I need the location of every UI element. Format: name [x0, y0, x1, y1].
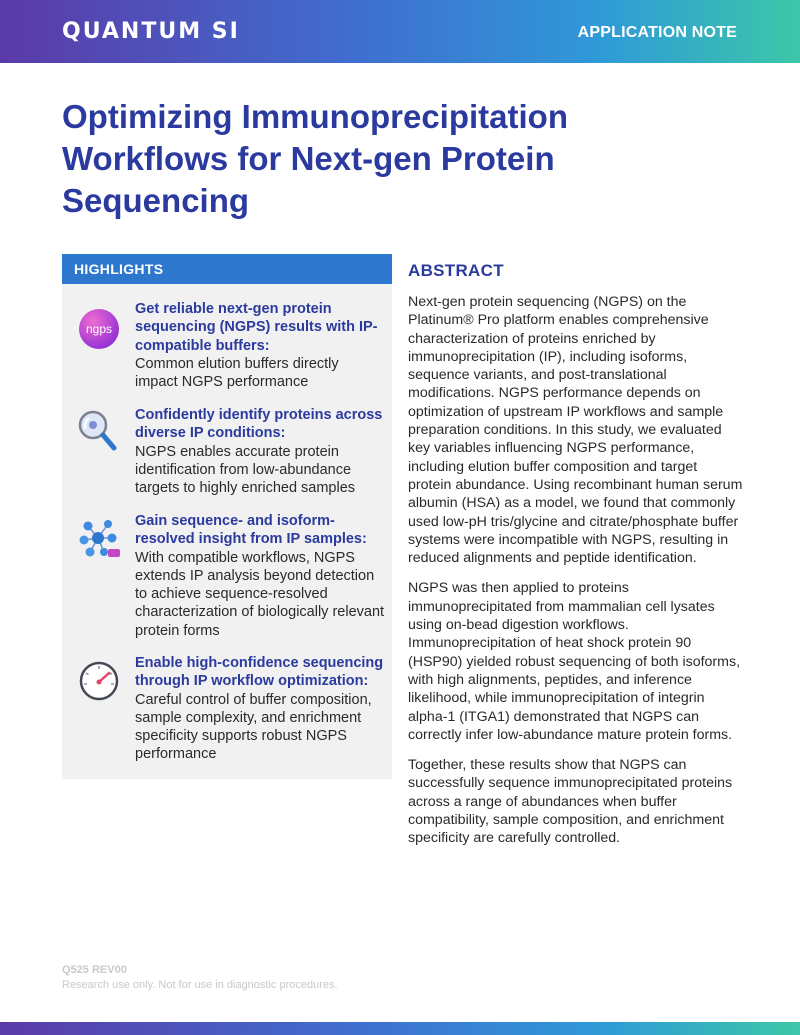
- highlights-heading: HIGHLIGHTS: [62, 254, 392, 284]
- highlight-body: NGPS enables accurate protein identification from low-abundance targets to highly enriched samples: [135, 443, 356, 497]
- highlight-title: Confidently identify proteins across diverse IP conditions:: [135, 407, 383, 442]
- abstract-paragraph: Together, these results show that NGPS can successfully sequence immunoprecipitated proteins across a range of abundances when buffer compatibility, sample composition, and enrichment specificity are carefully controlled.: [408, 757, 733, 847]
- footer-bar: [0, 1022, 800, 1035]
- ngps-badge-icon: [78, 308, 120, 350]
- disclaimer-note: Research use only. Not for use in diagnostic procedures.: [62, 979, 338, 991]
- highlight-body: With compatible workflows, NGPS extends IP analysis beyond detection to achieve sequence-resolved characterization of biologically relevant protein forms: [135, 549, 385, 639]
- highlight-text: [135, 300, 385, 391]
- abstract-body: [408, 293, 743, 860]
- magnifier-icon: [78, 408, 120, 450]
- document-code: Q525 REV00: [62, 964, 127, 976]
- highlights-panel: [62, 254, 392, 779]
- highlight-text: [135, 406, 385, 497]
- ngps-badge-text: ngps: [85, 322, 113, 336]
- molecule-icon: [78, 518, 120, 560]
- highlight-title: Get reliable next-gen protein sequencing (NGPS) results with IP-compatible buffers:: [135, 301, 378, 354]
- highlight-title: Gain sequence- and isoform-resolved insight from IP samples:: [135, 513, 367, 548]
- highlight-text: [135, 512, 385, 640]
- header-bar: [0, 0, 800, 63]
- gauge-icon: [78, 660, 120, 702]
- highlight-text: [135, 654, 385, 764]
- abstract-heading: ABSTRACT: [408, 261, 504, 280]
- highlight-body: Common elution buffers directly impact NGPS performance: [135, 355, 339, 391]
- document-type-label: APPLICATION NOTE: [577, 24, 737, 41]
- page-title: Optimizing Immunoprecipitation Workflows for Next-gen Protein Sequencing: [62, 98, 568, 219]
- highlight-title: Enable high-confidence sequencing through IP workflow optimization:: [135, 655, 384, 690]
- company-logo: QUANTUM SI: [62, 19, 240, 44]
- abstract-paragraph: Next-gen protein sequencing (NGPS) on the Platinum® Pro platform enables comprehensive characterization of proteins enriched by immunoprecipitation (IP), including isoforms, sequence variants, and post-translational modifications. NGPS performance depends on optimization of upstream IP workflows and sample preparation conditions. In this study, we evaluated key variables influencing NGPS performance, including elution buffer composition and target protein abundance. Using recombinant human serum albumin (HSA) as a model, we found that commonly used low-pH tris/glycine and citrate/phosphate buffer systems were incompatible with NGPS, resulting in reduced alignments and peptide identification.: [408, 294, 743, 567]
- abstract-paragraph: NGPS was then applied to proteins immunoprecipitated from mammalian cell lysates using on-bead digestion workflows. Immunoprecipitation of heat shock protein 90 (HSP90) yielded robust sequencing of both isoforms, with high alignments, peptides, and inference likelihood, while immunoprecipitation of integrin alpha-1 (ITGA1) demonstrated that NGPS can correctly infer low-abundance mature protein forms.: [408, 580, 741, 743]
- highlight-body: Careful control of buffer composition, sample complexity, and enrichment specificity supports robust NGPS performance: [135, 691, 372, 763]
